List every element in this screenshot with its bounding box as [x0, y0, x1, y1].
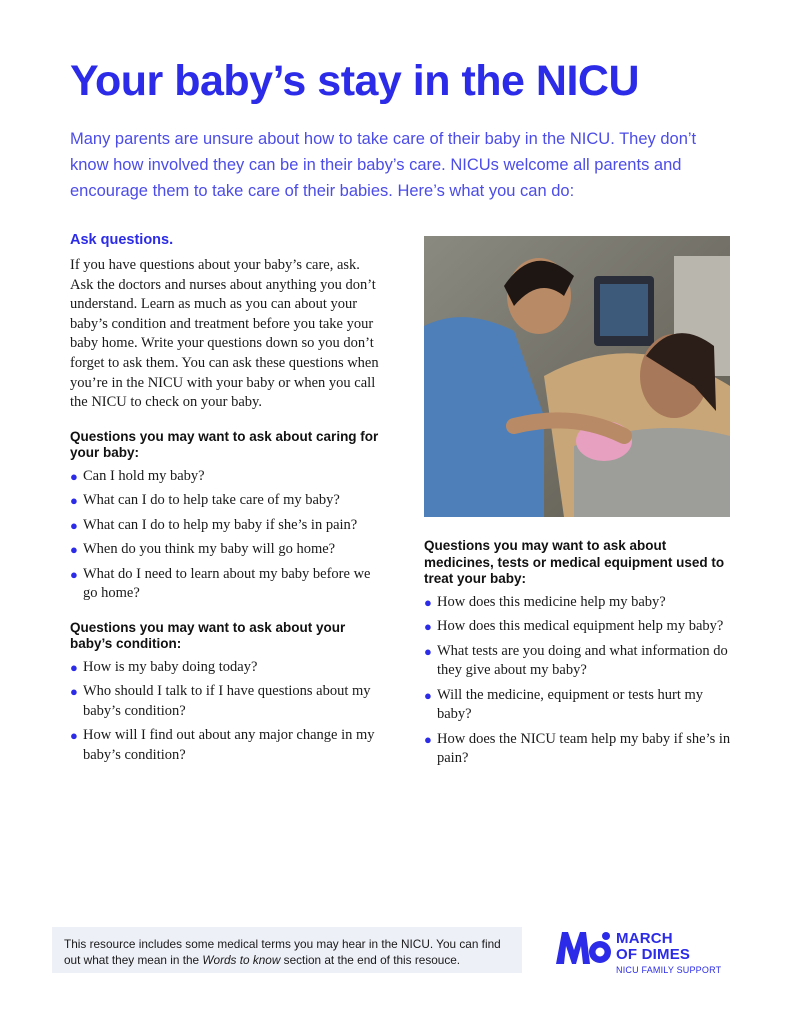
list-item: [424, 617, 736, 637]
list-item-text: How does this medical equipment help my baby?: [437, 618, 724, 634]
bullet-icon: ●: [424, 643, 432, 659]
nurse-and-mother-photo: [424, 236, 730, 517]
list-item-text: Can I hold my baby?: [83, 467, 205, 484]
list-item: [424, 730, 736, 769]
bullet-icon: ●: [70, 468, 78, 484]
list-item: [70, 491, 382, 511]
list-item-text: What can I do to help take care of my baby?: [83, 492, 340, 509]
condition-questions-heading: Questions you may want to ask about your baby’s condition:: [70, 619, 346, 652]
medicines-questions-list: [424, 593, 736, 769]
logo-mark-icon: [556, 930, 612, 966]
bullet-icon: ●: [424, 687, 432, 703]
list-item: [70, 516, 382, 536]
bullet-icon: ●: [70, 566, 78, 582]
list-item-text: How does this medicine help my baby?: [437, 593, 666, 610]
list-item: [70, 726, 382, 765]
list-item-text: How is my baby doing today?: [83, 658, 258, 675]
ask-questions-heading: Ask questions.: [70, 232, 174, 248]
list-item-text: What do I need to learn about my baby before we go home?: [83, 565, 371, 602]
left-column: [70, 232, 382, 781]
list-item: [424, 593, 736, 613]
condition-questions-list: [70, 658, 382, 766]
logo-line-1: MARCH: [616, 930, 673, 947]
intro-paragraph: Many parents are unsure about how to take care of their baby in the NICU. They don’t know how involved they can be in their baby’s care. NICUs welcome all parents and encourage them to take care of their babies. Here’s what you can do:: [70, 130, 697, 200]
logo-line-2: OF DIMES: [616, 946, 691, 963]
list-item: [70, 658, 382, 678]
list-item: [424, 686, 736, 725]
caring-questions-list: [70, 467, 382, 604]
list-item: [70, 565, 382, 604]
bullet-icon: ●: [424, 619, 432, 634]
list-item-text: When do you think my baby will go home?: [83, 541, 336, 558]
bullet-icon: ●: [70, 728, 78, 744]
bullet-icon: ●: [70, 684, 78, 700]
bullet-icon: ●: [424, 731, 432, 747]
list-item: [424, 642, 736, 681]
bullet-icon: ●: [70, 542, 78, 558]
page-title: Your baby’s stay in the NICU: [70, 57, 639, 105]
list-item-text: How does the NICU team help my baby if she’s in pain?: [437, 730, 731, 766]
bullet-icon: ●: [70, 659, 78, 675]
footer-text-end: section at the end of this resouce.: [280, 953, 461, 967]
words-to-know-reference: Words to know: [202, 953, 281, 967]
footer-text-start: This resource includes some medical terms you may hear in the NICU. You can find out what they mean in the: [64, 937, 501, 967]
list-item-text: What can I do to help my baby if she’s in pain?: [83, 516, 358, 533]
list-item-text: Who should I talk to if I have questions about my baby’s condition?: [83, 683, 371, 719]
list-item-text: What tests are you doing and what information do they give about my baby?: [437, 642, 728, 678]
medicines-questions-heading: Questions you may want to ask about medicines, tests or medical equipment used to treat your baby:: [424, 538, 725, 586]
logo-tagline: NICU FAMILY SUPPORT: [616, 965, 722, 975]
list-item: [70, 682, 382, 721]
footer-note: [52, 927, 522, 973]
list-item-text: Will the medicine, equipment or tests hurt my baby?: [437, 686, 703, 722]
bullet-icon: ●: [70, 493, 78, 509]
bullet-icon: ●: [424, 594, 432, 610]
march-of-dimes-logo: [556, 930, 726, 980]
bullet-icon: ●: [70, 517, 78, 533]
logo-wordmark: [616, 931, 690, 963]
photo-illustration: [424, 236, 730, 517]
right-column: [424, 538, 736, 785]
list-item: [70, 540, 382, 560]
ask-questions-body: If you have questions about your baby’s care, ask. Ask the doctors and nurses about anything you don’t understand. Learn as much as you can about your baby’s condition and treatment before you take your baby home. Write your questions down so you don’t forget to ask them. You can ask these questions when you’re in the NICU with your baby or when you call the NICU to check on your baby.: [70, 257, 379, 411]
list-item-text: How will I find out about any major change in my baby’s condition?: [83, 727, 375, 763]
list-item: [70, 467, 382, 487]
caring-questions-heading: Questions you may want to ask about caring for your baby:: [70, 428, 379, 461]
